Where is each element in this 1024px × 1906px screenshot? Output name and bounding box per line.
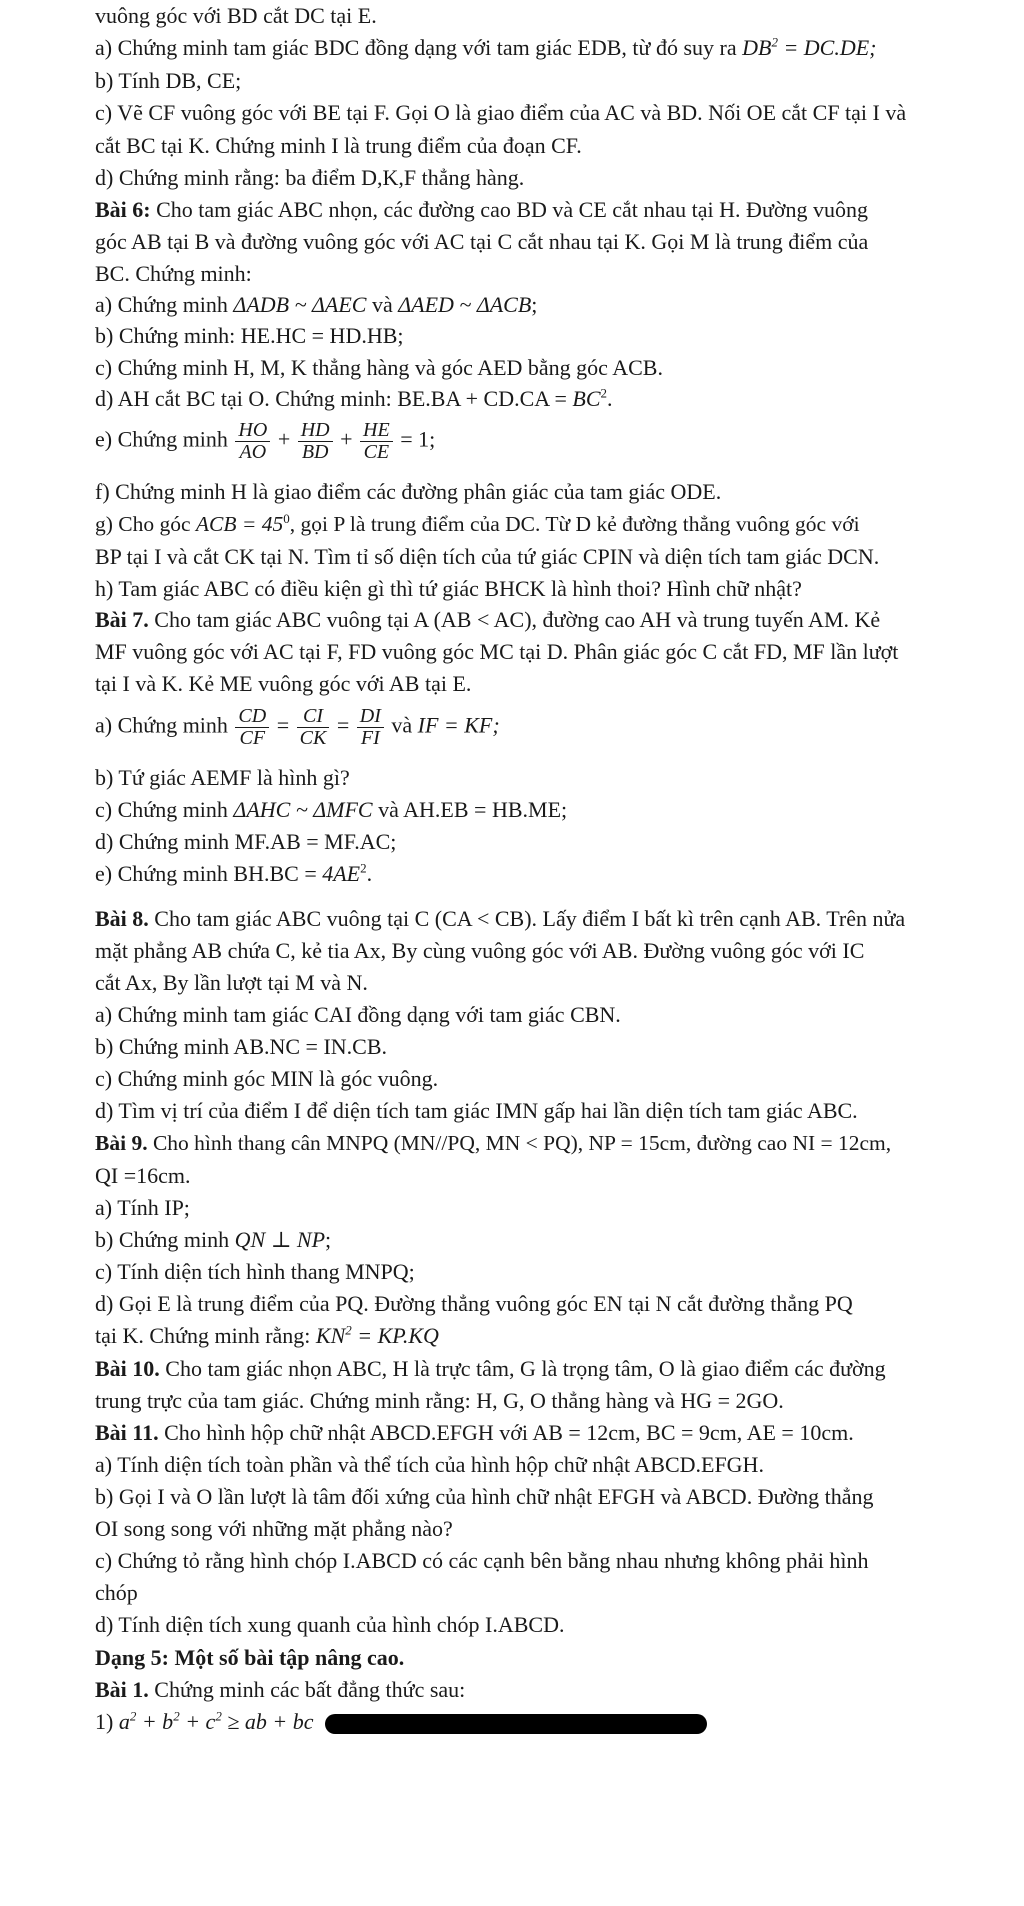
text-line: trung trực của tam giác. Chứng minh rằng: H, G, O thẳng hàng và HG = 2GO. bbox=[95, 1388, 784, 1413]
text-line: BP tại I và cắt CK tại N. Tìm tỉ số diện tích của tứ giác CPIN và diện tích tam giác DCN. bbox=[95, 544, 880, 569]
text-line: g) Cho góc ACB = $45^0$, gọi P là trung điểm của DC. Từ D kẻ đường thẳng vuông góc với bbox=[95, 510, 860, 536]
exercise-heading-9: Bài 9. Cho hình thang cân MNPQ (MN//PQ, MN < PQ), NP = 15cm, đường cao NI = 12cm, bbox=[95, 1131, 892, 1155]
text-line: chóp bbox=[95, 1580, 138, 1605]
text-line: vuông góc với BD cắt DC tại E. bbox=[95, 3, 377, 28]
fraction: $\frac{HD}{BD}$ bbox=[298, 420, 333, 463]
exercise-heading-6: Bài 6: Cho tam giác ABC nhọn, các đường cao BD và CE cắt nhau tại H. Đường vuông bbox=[95, 197, 868, 222]
fraction: $\frac{CI}{CK}$ bbox=[297, 706, 330, 749]
exercise-heading-10: Bài 10. Cho tam giác nhọn ABC, H là trực tâm, G là trọng tâm, O là giao điểm các đường bbox=[95, 1356, 886, 1381]
exercise-heading-7: Bài 7. Cho tam giác ABC vuông tại A (AB < AC), đường cao AH và trung tuyến AM. Kẻ bbox=[95, 607, 881, 632]
text-line: 1) $a^2 + b^2 + c^2$ ≥ ab + bc bbox=[95, 1708, 314, 1734]
math-expression: $DB^2 = DC.DE$; bbox=[742, 34, 877, 60]
text-line: c) Chứng tỏ rằng hình chóp I.ABCD có các cạnh bên bằng nhau nhưng không phải hình bbox=[95, 1548, 869, 1573]
text-line: d) Chứng minh MF.AB = MF.AC; bbox=[95, 829, 397, 854]
fraction: $\frac{DI}{FI}$ bbox=[357, 706, 384, 749]
text-line: h) Tam giác ABC có điều kiện gì thì tứ giác BHCK là hình thoi? Hình chữ nhật? bbox=[95, 576, 802, 601]
text-line: c) Chứng minh H, M, K thẳng hàng và góc AED bằng góc ACB. bbox=[95, 355, 663, 380]
text-line: d) AH cắt BC tại O. Chứng minh: $BE.BA + CD.CA = BC^2$. bbox=[95, 385, 613, 411]
text-line: a) Chứng minh tam giác CAI đồng dạng với tam giác CBN. bbox=[95, 1002, 621, 1027]
text-line: d) Chứng minh rằng: ba điểm D,K,F thẳng hàng. bbox=[95, 165, 525, 190]
text-line: b) Gọi I và O lần lượt là tâm đối xứng của hình chữ nhật EFGH và ABCD. Đường thẳng bbox=[95, 1484, 874, 1509]
exercise-heading-1: Bài 1. Chứng minh các bất đẳng thức sau: bbox=[95, 1677, 466, 1702]
text-line: cắt Ax, By lần lượt tại M và N. bbox=[95, 970, 368, 995]
text-line: BC. Chứng minh: bbox=[95, 261, 252, 286]
text-line: OI song song với những mặt phẳng nào? bbox=[95, 1516, 453, 1541]
text-line: cắt BC tại K. Chứng minh I là trung điểm của đoạn CF. bbox=[95, 133, 582, 158]
text-line: d) Gọi E là trung điểm của PQ. Đường thẳng vuông góc EN tại N cắt đường thẳng PQ bbox=[95, 1291, 853, 1316]
text-line: b) Tính DB, CE; bbox=[95, 68, 242, 93]
text-line: c) Chứng minh góc MIN là góc vuông. bbox=[95, 1066, 439, 1091]
text-line: tại I và K. Kẻ ME vuông góc với AB tại E. bbox=[95, 671, 472, 696]
inequality: $a^2 + b^2 + c^2$ ≥ ab + bc bbox=[118, 1708, 314, 1734]
exercise-heading-11: Bài 11. Cho hình hộp chữ nhật ABCD.EFGH với AB = 12cm, BC = 9cm, AE = 10cm. bbox=[95, 1420, 854, 1445]
text-line: f) Chứng minh H là giao điểm các đường phân giác của tam giác ODE. bbox=[95, 479, 722, 504]
text-line: a) Chứng minh ΔADB ~ ΔAEC và ΔAED ~ ΔACB; bbox=[95, 292, 538, 317]
section-heading: Dạng 5: Một số bài tập nâng cao. bbox=[95, 1645, 405, 1670]
math-expression: $KN^2 = KP.KQ$ bbox=[315, 1322, 439, 1348]
text-line: b) Chứng minh: HE.HC = HD.HB; bbox=[95, 323, 404, 348]
text-line: c) Chứng minh ΔAHC ~ ΔMFC và AH.EB = HB.ME; bbox=[95, 797, 568, 822]
fraction: $\frac{HO}{AO}$ bbox=[235, 420, 270, 463]
text-line: d) Tính diện tích xung quanh của hình chóp I.ABCD. bbox=[95, 1612, 565, 1637]
fraction: $\frac{HE}{CE}$ bbox=[360, 420, 393, 463]
text-line: d) Tìm vị trí của điểm I để diện tích tam giác IMN gấp hai lần diện tích tam giác ABC. bbox=[95, 1098, 858, 1123]
text-line: a) Tính diện tích toàn phần và thể tích của hình hộp chữ nhật ABCD.EFGH. bbox=[95, 1452, 764, 1477]
text-line: e) Chứng minh $BH.BC = 4AE^2$. bbox=[95, 860, 373, 886]
text-line: e) Chứng minh $\frac{HO}{AO}$ + $\frac{HD}{BD}$ + $\frac{HE}{CE}$ = 1; bbox=[95, 419, 436, 463]
text-line: mặt phẳng AB chứa C, kẻ tia Ax, By cùng vuông góc với AB. Đường vuông góc với IC bbox=[95, 938, 865, 963]
text-line: b) Chứng minh QN ⊥ NP; bbox=[95, 1227, 332, 1252]
text-line: c) Tính diện tích hình thang MNPQ; bbox=[95, 1259, 415, 1284]
text-line: a) Chứng minh tam giác BDC đồng dạng với tam giác EDB, từ đó suy ra $DB^2 = DC.DE$; bbox=[95, 34, 877, 60]
text-line: tại K. Chứng minh rằng: $KN^2 = KP.KQ$ bbox=[95, 1322, 439, 1348]
text-line: c) Vẽ CF vuông góc với BE tại F. Gọi O là giao điểm của AC và BD. Nối OE cắt CF tại I và bbox=[95, 100, 907, 125]
fraction: $\frac{CD}{CF}$ bbox=[235, 706, 269, 749]
text-line: b) Chứng minh AB.NC = IN.CB. bbox=[95, 1034, 388, 1059]
exercise-heading-8: Bài 8. Cho tam giác ABC vuông tại C (CA < CB). Lấy điểm I bất kì trên cạnh AB. Trên nửa bbox=[95, 906, 906, 931]
text-line: a) Tính IP; bbox=[95, 1195, 190, 1220]
text-line: góc AB tại B và đường vuông góc với AC tại C cắt nhau tại K. Gọi M là trung điểm của bbox=[95, 229, 869, 254]
text-line: QI =16cm. bbox=[95, 1163, 191, 1188]
text-line: MF vuông góc với AC tại F, FD vuông góc MC tại D. Phân giác góc C cắt FD, MF lần lượt bbox=[95, 639, 899, 664]
text-line: b) Tứ giác AEMF là hình gì? bbox=[95, 765, 350, 790]
redaction-bar bbox=[325, 1714, 707, 1734]
text-line: a) Chứng minh $\frac{CD}{CF}$ = $\frac{CI}{CK}$ = $\frac{DI}{FI}$ và IF = KF; bbox=[95, 705, 500, 749]
